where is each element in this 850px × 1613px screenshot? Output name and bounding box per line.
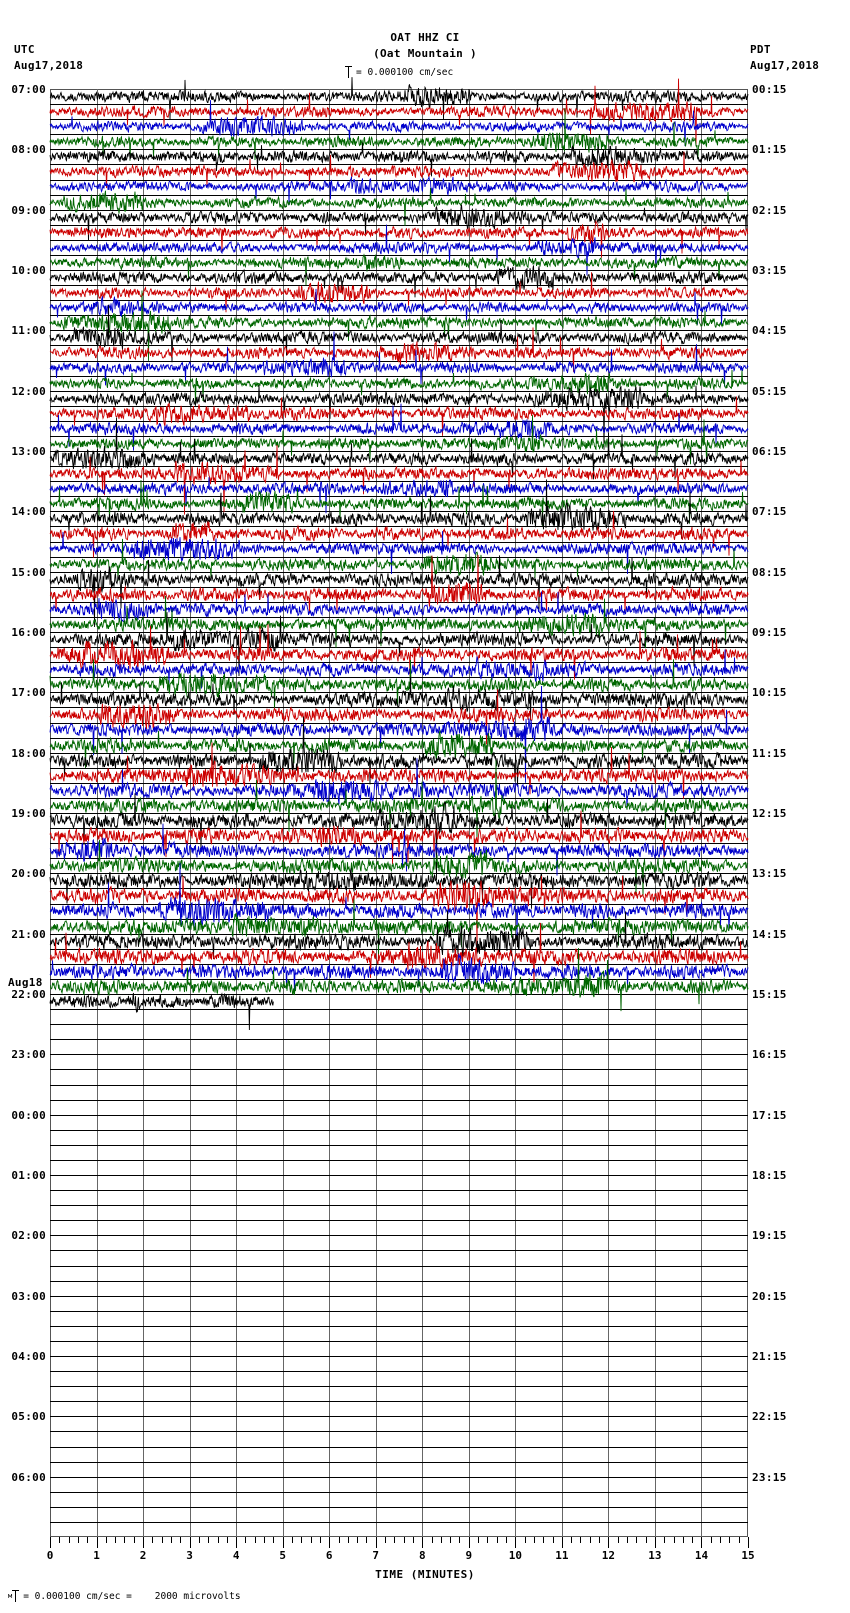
utc-hour-label: 13:00	[11, 445, 46, 458]
axis-minor-tick	[59, 1537, 60, 1543]
header-right-timezone-block	[750, 42, 819, 74]
horizontal-gridline	[50, 949, 748, 950]
pdt-hour-label: 11:15	[752, 746, 787, 760]
axis-major-tick	[50, 1537, 51, 1548]
horizontal-gridline	[50, 345, 748, 346]
horizontal-gridline	[50, 164, 748, 165]
pdt-hour-label: 21:15	[752, 1350, 787, 1363]
horizontal-gridline	[50, 662, 748, 663]
pdt-hour-label: 04:15	[752, 324, 787, 338]
axis-minor-tick	[366, 1537, 367, 1543]
horizontal-gridline	[50, 542, 748, 543]
axis-major-tick	[562, 1537, 563, 1548]
horizontal-gridline	[50, 919, 748, 920]
axis-major-tick	[655, 1537, 656, 1548]
horizontal-gridline	[50, 1296, 748, 1297]
amplitude-scale-text: = 0.000100 cm/sec	[356, 67, 454, 78]
pdt-hour-label: 06:15	[752, 445, 787, 458]
axis-minor-tick	[627, 1537, 628, 1543]
horizontal-gridline	[50, 361, 748, 362]
axis-minor-tick	[78, 1537, 79, 1543]
axis-tick-label: 13	[648, 1549, 662, 1562]
axis-minor-tick	[152, 1537, 153, 1543]
pdt-hour-label: 15:15	[752, 988, 787, 1001]
horizontal-gridline	[50, 707, 748, 708]
horizontal-gridline	[50, 511, 748, 512]
utc-hour-label: 09:00	[11, 203, 46, 217]
horizontal-gridline	[50, 1100, 748, 1101]
axis-major-tick	[748, 1537, 749, 1548]
pdt-hour-label: 09:15	[752, 626, 787, 639]
axis-minor-tick	[580, 1537, 581, 1543]
horizontal-gridline	[50, 330, 748, 331]
axis-minor-tick	[459, 1537, 460, 1543]
axis-minor-tick	[636, 1537, 637, 1543]
axis-minor-tick	[646, 1537, 647, 1543]
utc-hour-label: 16:00	[11, 626, 46, 639]
horizontal-gridline	[50, 632, 748, 633]
axis-minor-tick	[134, 1537, 135, 1543]
pdt-hour-label: 02:15	[752, 203, 787, 217]
axis-major-tick	[97, 1537, 98, 1548]
pdt-hour-label: 00:15	[752, 83, 787, 96]
horizontal-gridline	[50, 1024, 748, 1025]
pdt-hour-label: 12:15	[752, 807, 787, 820]
footer-scale-note	[8, 1590, 241, 1602]
axis-minor-tick	[441, 1537, 442, 1543]
axis-minor-tick	[180, 1537, 181, 1543]
utc-hour-label: 17:00	[11, 686, 46, 700]
horizontal-gridline	[50, 1054, 748, 1055]
left-timezone-label: UTC	[14, 43, 35, 56]
footer-prefix-glyph: м	[8, 1592, 13, 1600]
horizontal-gridline	[50, 1175, 748, 1176]
axis-major-tick	[701, 1537, 702, 1548]
horizontal-gridline	[50, 738, 748, 739]
utc-hour-label: 04:00	[11, 1350, 46, 1363]
horizontal-gridline	[50, 1341, 748, 1342]
pdt-hour-label: 10:15	[752, 686, 787, 700]
station-name-label: (Oat Mountain )	[373, 47, 477, 60]
utc-hour-label: 08:00	[11, 143, 46, 157]
axis-minor-tick	[590, 1537, 591, 1543]
horizontal-gridline	[50, 376, 748, 377]
horizontal-gridline	[50, 119, 748, 120]
horizontal-gridline	[50, 934, 748, 935]
horizontal-gridline	[50, 451, 748, 452]
horizontal-gridline	[50, 104, 748, 105]
axis-tick-label: 3	[186, 1549, 193, 1562]
axis-minor-tick	[115, 1537, 116, 1543]
utc-hour-label: 22:00	[11, 988, 46, 1001]
axis-minor-tick	[273, 1537, 274, 1543]
horizontal-gridline	[50, 255, 748, 256]
utc-hour-label: 19:00	[11, 807, 46, 820]
utc-hour-label: 20:00	[11, 867, 46, 881]
axis-minor-tick	[245, 1537, 246, 1543]
axis-minor-tick	[534, 1537, 535, 1543]
horizontal-gridline	[50, 436, 748, 437]
horizontal-gridline	[50, 888, 748, 889]
axis-minor-tick	[487, 1537, 488, 1543]
axis-tick-label: 1	[93, 1549, 100, 1562]
station-code-label: OAT HHZ CI	[390, 31, 460, 44]
horizontal-gridline	[50, 828, 748, 829]
axis-minor-tick	[525, 1537, 526, 1543]
horizontal-gridline	[50, 240, 748, 241]
utc-hour-label: 01:00	[11, 1169, 46, 1182]
utc-hour-label: 15:00	[11, 565, 46, 579]
axis-minor-tick	[413, 1537, 414, 1543]
axis-minor-tick	[106, 1537, 107, 1543]
horizontal-gridline	[50, 979, 748, 980]
utc-hour-label: 18:00	[11, 746, 46, 760]
pdt-hour-label: 22:15	[752, 1410, 787, 1424]
horizontal-gridline	[50, 315, 748, 316]
horizontal-gridline	[50, 195, 748, 196]
pdt-hour-label: 13:15	[752, 867, 787, 881]
horizontal-gridline	[50, 843, 748, 844]
horizontal-gridline	[50, 692, 748, 693]
horizontal-gridline	[50, 1250, 748, 1251]
utc-hour-label: 07:00	[11, 83, 46, 96]
horizontal-gridline	[50, 1522, 748, 1523]
axis-minor-tick	[357, 1537, 358, 1543]
axis-minor-tick	[255, 1537, 256, 1543]
axis-minor-tick	[69, 1537, 70, 1543]
day-change-label: Aug18	[8, 976, 43, 989]
axis-tick-label: 8	[418, 1549, 426, 1562]
horizontal-gridline	[50, 180, 748, 181]
axis-major-tick	[143, 1537, 144, 1548]
axis-minor-tick	[692, 1537, 693, 1543]
axis-major-tick	[283, 1537, 284, 1548]
horizontal-gridline	[50, 1220, 748, 1221]
pdt-hour-label: 05:15	[752, 384, 787, 398]
horizontal-gridline	[50, 1160, 748, 1161]
axis-minor-tick	[711, 1537, 712, 1543]
axis-minor-tick	[674, 1537, 675, 1543]
horizontal-gridline	[50, 1311, 748, 1312]
horizontal-gridline	[50, 783, 748, 784]
axis-major-tick	[329, 1537, 330, 1548]
horizontal-gridline	[50, 873, 748, 874]
pdt-hour-label: 18:15	[752, 1169, 787, 1182]
axis-tick-label: 12	[601, 1549, 616, 1562]
horizontal-gridline	[50, 572, 748, 573]
horizontal-gridline	[50, 1145, 748, 1146]
horizontal-gridline	[50, 1069, 748, 1070]
axis-major-tick	[515, 1537, 516, 1548]
horizontal-gridline	[50, 723, 748, 724]
horizontal-gridline	[50, 1205, 748, 1206]
horizontal-gridline	[50, 134, 748, 135]
horizontal-gridline	[50, 1462, 748, 1463]
axis-tick-label: 2	[139, 1549, 147, 1562]
horizontal-gridline	[50, 466, 748, 467]
horizontal-gridline	[50, 904, 748, 905]
horizontal-gridline	[50, 813, 748, 814]
pdt-hour-label: 20:15	[752, 1289, 787, 1303]
axis-major-tick	[422, 1537, 423, 1548]
axis-minor-tick	[348, 1537, 349, 1543]
horizontal-gridline	[50, 677, 748, 678]
horizontal-gridline	[50, 1190, 748, 1191]
horizontal-gridline	[50, 1416, 748, 1417]
axis-major-tick	[376, 1537, 377, 1548]
horizontal-gridline	[50, 481, 748, 482]
horizontal-gridline	[50, 1039, 748, 1040]
axis-tick-label: 11	[555, 1549, 569, 1562]
pdt-hour-label: 01:15	[752, 143, 787, 157]
axis-minor-tick	[301, 1537, 302, 1543]
horizontal-gridline	[50, 1477, 748, 1478]
pdt-hour-label: 23:15	[752, 1470, 787, 1484]
horizontal-gridline	[50, 1356, 748, 1357]
axis-tick-label: 7	[372, 1549, 380, 1562]
horizontal-gridline	[50, 270, 748, 271]
horizontal-gridline	[50, 1130, 748, 1131]
pdt-hour-label: 16:15	[752, 1048, 787, 1062]
utc-hour-label: 12:00	[11, 384, 46, 398]
axis-minor-tick	[292, 1537, 293, 1543]
horizontal-gridline	[50, 1266, 748, 1267]
right-date-label: Aug17,2018	[750, 59, 820, 72]
horizontal-gridline	[50, 1115, 748, 1116]
horizontal-gridline	[50, 225, 748, 226]
pdt-hour-label: 07:15	[752, 505, 787, 519]
left-date-label: Aug17,2018	[14, 59, 84, 72]
horizontal-gridline	[50, 617, 748, 618]
pdt-hour-label: 17:15	[752, 1108, 787, 1122]
axis-minor-tick	[404, 1537, 405, 1543]
time-axis	[46, 1537, 755, 1562]
axis-minor-tick	[478, 1537, 479, 1543]
helicorder-plot[interactable]	[50, 89, 748, 1537]
axis-minor-tick	[339, 1537, 340, 1543]
axis-minor-tick	[599, 1537, 600, 1543]
axis-minor-tick	[553, 1537, 554, 1543]
utc-hour-label: 21:00	[11, 927, 46, 941]
horizontal-gridline	[50, 406, 748, 407]
pdt-hour-label: 03:15	[752, 264, 787, 277]
footer-scale-bar-icon	[12, 1590, 19, 1602]
axis-minor-tick	[497, 1537, 498, 1543]
axis-minor-tick	[664, 1537, 665, 1543]
axis-tick-label: 15	[741, 1549, 755, 1562]
axis-minor-tick	[124, 1537, 125, 1543]
utc-hour-label: 00:00	[11, 1108, 46, 1122]
horizontal-gridline	[50, 1431, 748, 1432]
axis-minor-tick	[199, 1537, 200, 1543]
horizontal-gridline	[50, 421, 748, 422]
axis-minor-tick	[720, 1537, 721, 1543]
pdt-hour-label: 14:15	[752, 927, 787, 941]
horizontal-gridline	[50, 1507, 748, 1508]
horizontal-gridline	[50, 557, 748, 558]
axis-tick-label: 4	[232, 1549, 240, 1562]
horizontal-gridline	[50, 300, 748, 301]
amplitude-scale-note	[345, 66, 453, 78]
axis-minor-tick	[506, 1537, 507, 1543]
horizontal-gridline	[50, 798, 748, 799]
axis-major-tick	[469, 1537, 470, 1548]
utc-hour-label: 23:00	[11, 1048, 46, 1062]
utc-hour-label: 11:00	[11, 324, 46, 338]
horizontal-gridline	[50, 647, 748, 648]
horizontal-gridline	[50, 1401, 748, 1402]
axis-tick-label: 14	[694, 1549, 709, 1562]
axis-minor-tick	[171, 1537, 172, 1543]
horizontal-gridline	[50, 768, 748, 769]
axis-tick-label: 6	[325, 1549, 333, 1562]
axis-tick-label: 0	[46, 1549, 54, 1562]
utc-hour-label: 02:00	[11, 1229, 46, 1243]
axis-minor-tick	[264, 1537, 265, 1543]
footer-scale-text: = 0.000100 cm/sec = 2000 microvolts	[23, 1591, 241, 1602]
horizontal-gridline	[50, 602, 748, 603]
axis-tick-label: 10	[508, 1549, 522, 1562]
axis-minor-tick	[618, 1537, 619, 1543]
horizontal-gridline	[50, 964, 748, 965]
horizontal-gridline	[50, 496, 748, 497]
horizontal-gridline	[50, 1447, 748, 1448]
horizontal-gridline	[50, 526, 748, 527]
horizontal-gridline	[50, 1281, 748, 1282]
axis-minor-tick	[450, 1537, 451, 1543]
axis-tick-label: 9	[465, 1549, 473, 1562]
axis-minor-tick	[208, 1537, 209, 1543]
axis-minor-tick	[543, 1537, 544, 1543]
utc-hour-label: 14:00	[11, 505, 46, 519]
horizontal-gridline	[50, 1371, 748, 1372]
axis-major-tick	[608, 1537, 609, 1548]
horizontal-gridline	[50, 587, 748, 588]
header-station-block	[0, 30, 850, 62]
axis-minor-tick	[385, 1537, 386, 1543]
horizontal-gridline	[50, 753, 748, 754]
utc-hour-label: 03:00	[11, 1289, 46, 1303]
horizontal-gridline	[50, 1009, 748, 1010]
horizontal-gridline	[50, 391, 748, 392]
axis-minor-tick	[571, 1537, 572, 1543]
pdt-hour-label: 19:15	[752, 1229, 787, 1243]
axis-minor-tick	[729, 1537, 730, 1543]
axis-major-tick	[236, 1537, 237, 1548]
horizontal-gridline	[50, 1326, 748, 1327]
scale-bar-icon	[345, 66, 352, 78]
axis-minor-tick	[320, 1537, 321, 1543]
axis-tick-label: 5	[279, 1549, 286, 1562]
axis-minor-tick	[87, 1537, 88, 1543]
horizontal-gridline	[50, 858, 748, 859]
axis-minor-tick	[162, 1537, 163, 1543]
axis-minor-tick	[227, 1537, 228, 1543]
axis-minor-tick	[432, 1537, 433, 1543]
horizontal-gridline	[50, 210, 748, 211]
utc-hour-label: 05:00	[11, 1410, 46, 1424]
horizontal-gridline	[50, 1085, 748, 1086]
axis-minor-tick	[683, 1537, 684, 1543]
axis-minor-tick	[311, 1537, 312, 1543]
horizontal-gridline	[50, 1386, 748, 1387]
axis-minor-tick	[739, 1537, 740, 1543]
pdt-hour-label: 08:15	[752, 565, 787, 579]
horizontal-gridline	[50, 149, 748, 150]
horizontal-gridline	[50, 285, 748, 286]
x-axis-title: TIME (MINUTES)	[375, 1568, 475, 1581]
horizontal-gridline	[50, 1492, 748, 1493]
right-timezone-label: PDT	[750, 43, 771, 56]
axis-major-tick	[190, 1537, 191, 1548]
horizontal-gridline	[50, 994, 748, 995]
utc-hour-label: 10:00	[11, 264, 46, 277]
axis-minor-tick	[218, 1537, 219, 1543]
utc-hour-label: 06:00	[11, 1470, 46, 1484]
horizontal-gridline	[50, 1235, 748, 1236]
axis-minor-tick	[394, 1537, 395, 1543]
